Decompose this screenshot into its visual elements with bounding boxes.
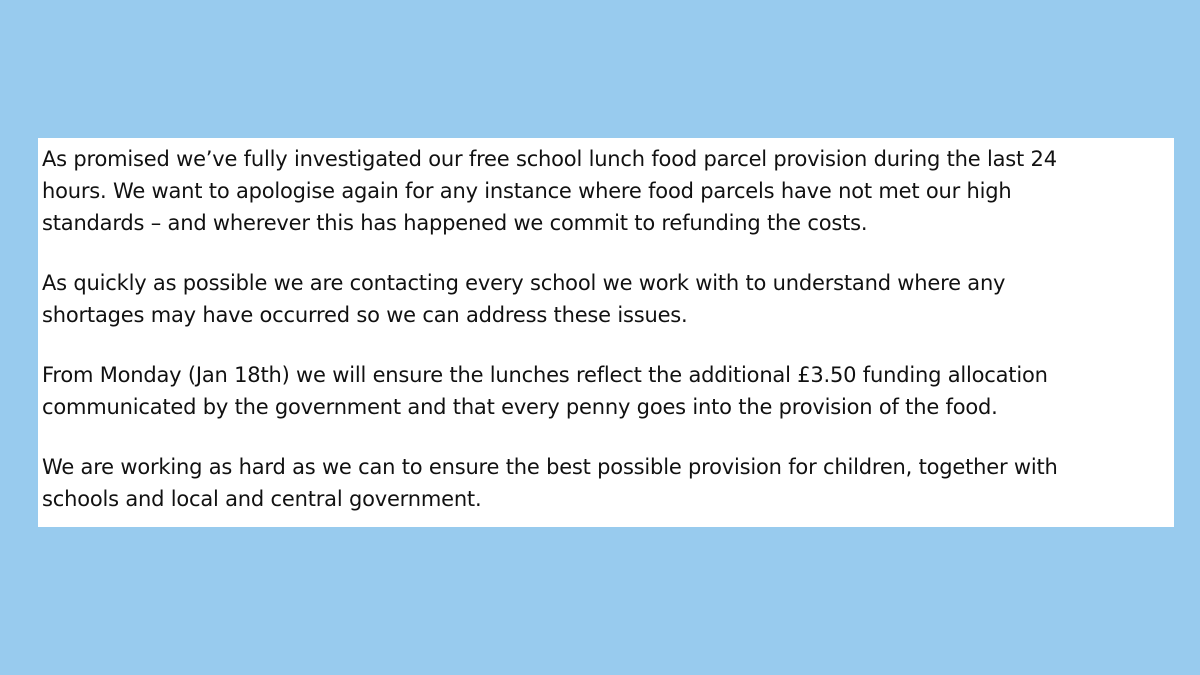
paragraph-line: standards – and wherever this has happened we commit to refunding the costs.: [42, 211, 868, 235]
statement-paragraph-2: [42, 267, 1174, 331]
statement-card: [38, 138, 1174, 527]
paragraph-line: As promised we’ve fully investigated our free school lunch food parcel provision during the last 24: [42, 147, 1057, 171]
paragraph-line: As quickly as possible we are contacting every school we work with to understand where any: [42, 271, 1006, 295]
paragraph-line: schools and local and central government.: [42, 487, 482, 511]
statement-paragraph-3: [42, 359, 1174, 423]
paragraph-line: communicated by the government and that every penny goes into the provision of the food.: [42, 395, 998, 419]
paragraph-line: hours. We want to apologise again for any instance where food parcels have not met our high: [42, 179, 1012, 203]
paragraph-line: shortages may have occurred so we can address these issues.: [42, 303, 688, 327]
statement-paragraph-1: [42, 143, 1174, 239]
statement-paragraph-4: [42, 451, 1174, 515]
paragraph-line: We are working as hard as we can to ensure the best possible provision for children, together with: [42, 455, 1058, 479]
paragraph-line: From Monday (Jan 18th) we will ensure the lunches reflect the additional £3.50 funding allocation: [42, 363, 1048, 387]
